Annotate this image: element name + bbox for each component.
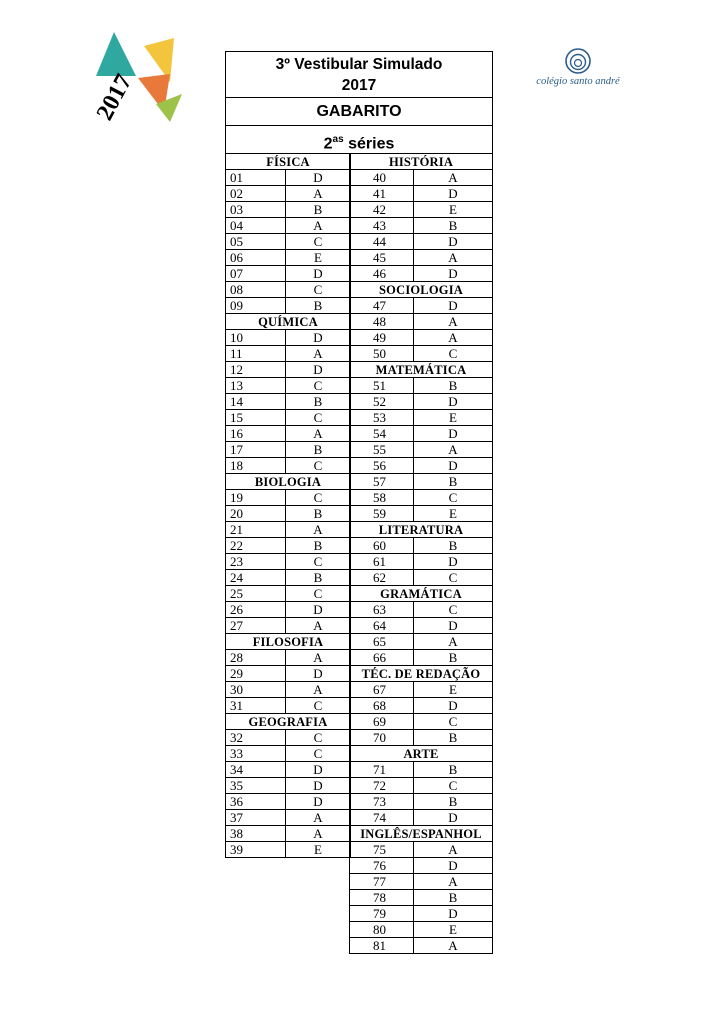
answer-row [350, 762, 492, 778]
answer-column-left [225, 153, 351, 858]
question-number: 01 [226, 170, 286, 185]
question-number: 40 [350, 170, 414, 185]
answer-letter: C [313, 698, 323, 713]
question-number: 74 [350, 810, 414, 825]
answer-row [226, 554, 350, 570]
subject-header: BIOLOGIA [226, 474, 350, 490]
answer-letter: D [313, 330, 323, 345]
answer-row [226, 394, 350, 410]
answer-letter: E [449, 410, 457, 425]
answer-letter: C [313, 458, 323, 473]
question-number: 30 [226, 682, 286, 697]
question-number: 10 [226, 330, 286, 345]
answer-row [350, 938, 492, 954]
answer-row [226, 522, 350, 538]
answer-letter: D [448, 698, 458, 713]
question-number: 36 [226, 794, 286, 809]
answer-letter: C [313, 410, 323, 425]
answer-row [350, 778, 492, 794]
answer-letter: C [448, 778, 458, 793]
question-number: 53 [350, 410, 414, 425]
question-number: 62 [350, 570, 414, 585]
answer-row [350, 570, 492, 586]
question-number: 54 [350, 426, 414, 441]
answer-letter: D [313, 362, 323, 377]
answer-row [350, 266, 492, 282]
school-name: colégio santo andré [536, 76, 620, 87]
school-logo [528, 45, 628, 95]
answer-letter: A [313, 218, 323, 233]
answer-row [226, 298, 350, 314]
question-number: 38 [226, 826, 286, 841]
answer-letter: C [313, 730, 323, 745]
subject-header: MATEMÁTICA [350, 362, 492, 378]
answer-letter: B [313, 298, 323, 313]
answer-row [350, 906, 492, 922]
answer-letter: C [448, 570, 458, 585]
answer-letter: A [448, 634, 458, 649]
answer-row [226, 458, 350, 474]
question-number: 12 [226, 362, 286, 377]
question-number: 73 [350, 794, 414, 809]
subject-header: SOCIOLOGIA [350, 282, 492, 298]
answer-row [350, 618, 492, 634]
answer-row [226, 682, 350, 698]
answer-row [226, 218, 350, 234]
answer-row [350, 682, 492, 698]
answer-row [350, 714, 492, 730]
question-number: 52 [350, 394, 414, 409]
answer-row [226, 730, 350, 746]
answer-letter: A [448, 874, 458, 889]
answer-letter: B [313, 442, 323, 457]
answer-row [350, 698, 492, 714]
answer-row [350, 602, 492, 618]
answer-row [226, 794, 350, 810]
answer-row [226, 602, 350, 618]
question-number: 21 [226, 522, 286, 537]
answer-letter: B [448, 538, 458, 553]
answer-letter: D [448, 298, 458, 313]
question-number: 34 [226, 762, 286, 777]
answer-row [226, 378, 350, 394]
answer-letter: D [448, 858, 458, 873]
answer-row [226, 778, 350, 794]
answer-row [350, 890, 492, 906]
answer-row [226, 842, 350, 858]
question-number: 80 [350, 922, 414, 937]
answer-letter: C [448, 714, 458, 729]
question-number: 76 [350, 858, 414, 873]
question-number: 08 [226, 282, 286, 297]
answer-row [350, 442, 492, 458]
answer-row [226, 186, 350, 202]
answer-letter: E [449, 682, 457, 697]
answer-letter: E [314, 250, 322, 265]
answer-row [226, 234, 350, 250]
answer-row [350, 410, 492, 426]
answer-row [350, 794, 492, 810]
question-number: 17 [226, 442, 286, 457]
question-number: 59 [350, 506, 414, 521]
question-number: 29 [226, 666, 286, 681]
question-number: 46 [350, 266, 414, 281]
answer-letter: C [313, 234, 323, 249]
answer-letter: B [448, 650, 458, 665]
answer-letter: C [448, 346, 458, 361]
subject-header: ARTE [350, 746, 492, 762]
question-number: 09 [226, 298, 286, 313]
question-number: 43 [350, 218, 414, 233]
question-number: 47 [350, 298, 414, 313]
answer-key-header [225, 51, 493, 154]
spiral-logo-icon [528, 45, 628, 77]
answer-letter: D [448, 906, 458, 921]
answer-letter: D [448, 426, 458, 441]
question-number: 51 [350, 378, 414, 393]
exam-title [226, 52, 492, 98]
answer-row [350, 394, 492, 410]
answer-row [350, 554, 492, 570]
answer-letter: B [448, 890, 458, 905]
question-number: 65 [350, 634, 414, 649]
answer-letter: C [313, 378, 323, 393]
subject-header: LITERATURA [350, 522, 492, 538]
answer-row [350, 250, 492, 266]
question-number: 49 [350, 330, 414, 345]
question-number: 11 [226, 346, 286, 361]
answer-letter: D [313, 666, 323, 681]
question-number: 70 [350, 730, 414, 745]
question-number: 56 [350, 458, 414, 473]
answer-row [226, 826, 350, 842]
question-number: 78 [350, 890, 414, 905]
question-number: 23 [226, 554, 286, 569]
answer-row [226, 266, 350, 282]
answer-row [350, 234, 492, 250]
answer-letter: A [313, 682, 323, 697]
answer-letter: D [448, 618, 458, 633]
answer-row [226, 810, 350, 826]
answer-letter: B [448, 474, 458, 489]
question-number: 55 [350, 442, 414, 457]
question-number: 03 [226, 202, 286, 217]
question-number: 71 [350, 762, 414, 777]
answer-letter: A [448, 842, 458, 857]
answer-letter: E [449, 506, 457, 521]
answer-letter: A [448, 250, 458, 265]
answer-row [350, 858, 492, 874]
answer-letter: E [449, 922, 457, 937]
question-number: 14 [226, 394, 286, 409]
question-number: 28 [226, 650, 286, 665]
answer-row [226, 506, 350, 522]
answer-row [350, 538, 492, 554]
answer-letter: A [313, 618, 323, 633]
answer-row [350, 202, 492, 218]
answer-row [350, 810, 492, 826]
answer-letter: D [448, 554, 458, 569]
answer-letter: A [448, 170, 458, 185]
answer-letter: E [449, 202, 457, 217]
answer-letter: B [448, 762, 458, 777]
answer-row [350, 330, 492, 346]
question-number: 31 [226, 698, 286, 713]
answer-row [226, 442, 350, 458]
question-number: 44 [350, 234, 414, 249]
answer-letter: D [448, 458, 458, 473]
answer-row [350, 186, 492, 202]
question-number: 79 [350, 906, 414, 921]
subject-header: QUÍMICA [226, 314, 350, 330]
answer-letter: A [313, 650, 323, 665]
question-number: 63 [350, 602, 414, 617]
question-number: 68 [350, 698, 414, 713]
subject-header: GRAMÁTICA [350, 586, 492, 602]
answer-row [226, 346, 350, 362]
question-number: 37 [226, 810, 286, 825]
question-number: 45 [350, 250, 414, 265]
answer-letter: C [313, 554, 323, 569]
question-number: 16 [226, 426, 286, 441]
question-number: 22 [226, 538, 286, 553]
answer-letter: D [313, 794, 323, 809]
answer-row [350, 922, 492, 938]
series-heading [226, 126, 492, 153]
answer-row [226, 490, 350, 506]
question-number: 77 [350, 874, 414, 889]
answer-letter: A [448, 314, 458, 329]
triangles-logo-icon [94, 32, 186, 132]
question-number: 33 [226, 746, 286, 761]
answer-row [350, 730, 492, 746]
question-number: 07 [226, 266, 286, 281]
question-number: 61 [350, 554, 414, 569]
question-number: 04 [226, 218, 286, 233]
answer-row [226, 410, 350, 426]
answer-letter: A [313, 522, 323, 537]
answer-letter: B [448, 730, 458, 745]
answer-row [350, 506, 492, 522]
answer-row [226, 586, 350, 602]
question-number: 27 [226, 618, 286, 633]
answer-letter: D [313, 778, 323, 793]
question-number: 58 [350, 490, 414, 505]
answer-row [226, 250, 350, 266]
answer-row [226, 698, 350, 714]
question-number: 05 [226, 234, 286, 249]
question-number: 24 [226, 570, 286, 585]
answer-letter: B [313, 394, 323, 409]
answer-row [350, 874, 492, 890]
answer-letter: D [313, 170, 323, 185]
answer-letter: D [313, 266, 323, 281]
answer-letter: D [448, 186, 458, 201]
logo-year: 2017 [94, 70, 138, 125]
subject-header: FÍSICA [226, 154, 350, 170]
answer-letter: B [313, 570, 323, 585]
question-number: 42 [350, 202, 414, 217]
answer-row [350, 426, 492, 442]
answer-row [350, 490, 492, 506]
answer-letter: B [313, 538, 323, 553]
question-number: 81 [350, 938, 414, 953]
answer-column-right [349, 153, 493, 954]
question-number: 39 [226, 842, 286, 857]
series-number: 2 [323, 135, 333, 153]
answer-letter: B [313, 202, 323, 217]
answer-row [226, 762, 350, 778]
question-number: 72 [350, 778, 414, 793]
event-logo [94, 32, 186, 132]
question-number: 18 [226, 458, 286, 473]
answer-letter: B [313, 506, 323, 521]
subject-header: GEOGRAFIA [226, 714, 350, 730]
answer-letter: D [448, 394, 458, 409]
gabarito-heading: GABARITO [226, 98, 492, 126]
answer-letter: D [448, 810, 458, 825]
answer-row [350, 474, 492, 490]
answer-row [350, 218, 492, 234]
question-number: 02 [226, 186, 286, 201]
answer-letter: C [448, 490, 458, 505]
question-number: 06 [226, 250, 286, 265]
question-number: 13 [226, 378, 286, 393]
answer-letter: A [313, 186, 323, 201]
question-number: 67 [350, 682, 414, 697]
answer-letter: C [313, 282, 323, 297]
question-number: 60 [350, 538, 414, 553]
answer-letter: A [313, 826, 323, 841]
answer-row [226, 202, 350, 218]
subject-header: TÉC. DE REDAÇÃO [350, 666, 492, 682]
subject-header: HISTÓRIA [350, 154, 492, 170]
answer-row [226, 618, 350, 634]
question-number: 26 [226, 602, 286, 617]
answer-row [226, 650, 350, 666]
question-number: 48 [350, 314, 414, 329]
question-number: 66 [350, 650, 414, 665]
answer-letter: D [313, 602, 323, 617]
question-number: 57 [350, 474, 414, 489]
answer-row [226, 170, 350, 186]
question-number: 15 [226, 410, 286, 425]
answer-row [350, 298, 492, 314]
answer-row [350, 378, 492, 394]
subject-header: INGLÊS/ESPANHOL [350, 826, 492, 842]
exam-title-line1: 3º Vestibular Simulado [275, 56, 443, 73]
answer-letter: C [313, 746, 323, 761]
answer-row [350, 458, 492, 474]
answer-row [226, 426, 350, 442]
answer-row [226, 538, 350, 554]
answer-letter: C [313, 490, 323, 505]
answer-row [350, 314, 492, 330]
answer-row [226, 570, 350, 586]
answer-letter: B [448, 794, 458, 809]
series-superscript: as [332, 134, 344, 145]
question-number: 64 [350, 618, 414, 633]
answer-letter: D [313, 762, 323, 777]
question-number: 32 [226, 730, 286, 745]
question-number: 69 [350, 714, 414, 729]
answer-letter: C [448, 602, 458, 617]
question-number: 25 [226, 586, 286, 601]
question-number: 50 [350, 346, 414, 361]
answer-letter: E [314, 842, 322, 857]
question-number: 19 [226, 490, 286, 505]
answer-letter: D [448, 266, 458, 281]
answer-row [226, 330, 350, 346]
answer-letter: B [448, 378, 458, 393]
answer-letter: D [448, 234, 458, 249]
answer-row [226, 746, 350, 762]
question-number: 41 [350, 186, 414, 201]
answer-letter: A [313, 346, 323, 361]
answer-letter: A [448, 442, 458, 457]
answer-letter: A [313, 426, 323, 441]
answer-row [226, 666, 350, 682]
answer-letter: A [448, 938, 458, 953]
answer-row [350, 650, 492, 666]
question-number: 20 [226, 506, 286, 521]
answer-letter: A [313, 810, 323, 825]
answer-letter: B [448, 218, 458, 233]
answer-row [350, 634, 492, 650]
answer-letter: A [448, 330, 458, 345]
question-number: 75 [350, 842, 414, 857]
answer-row [350, 170, 492, 186]
subject-header: FILOSOFIA [226, 634, 350, 650]
answer-row [350, 842, 492, 858]
answer-row [226, 282, 350, 298]
series-word: séries [343, 135, 395, 153]
answer-row [350, 346, 492, 362]
question-number: 35 [226, 778, 286, 793]
exam-title-year: 2017 [341, 77, 377, 94]
answer-row [226, 362, 350, 378]
answer-letter: C [313, 586, 323, 601]
